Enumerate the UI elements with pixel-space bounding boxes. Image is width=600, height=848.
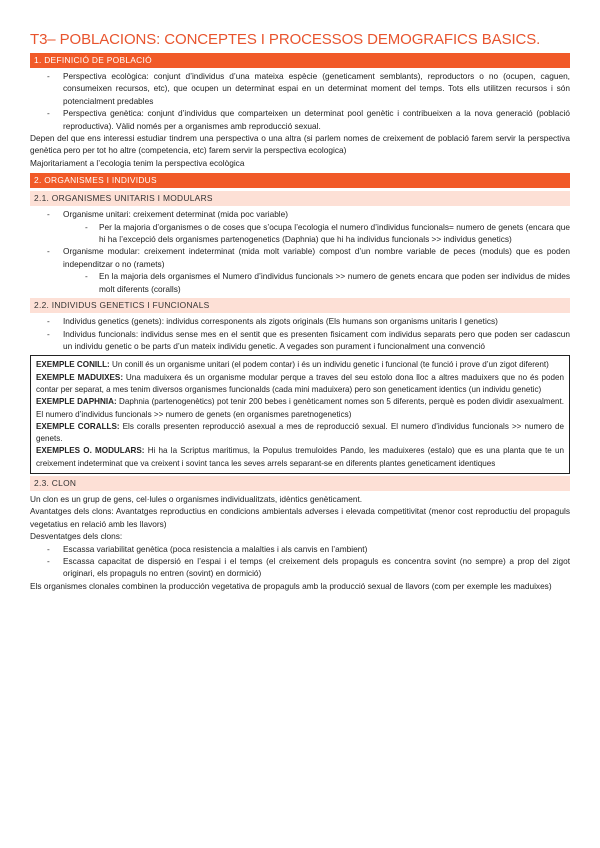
section-heading-definicio: 1. DEFINICIÓ DE POBLACIÓ bbox=[30, 53, 570, 68]
definition-list bbox=[30, 70, 570, 132]
list-item: - Perspectiva genètica: conjunt d’individus que comparteixen un determinat pool genètic i contribueixen a la nova generació (població reproductiva). Vàlid només per a organismes amb reproducció sexual. bbox=[30, 107, 570, 132]
list-subitem: - En la majoria dels organismes el Numero d’individus funcionals >> numero de genets encara que poden ser individus de mides molt diferents (coralls) bbox=[30, 270, 570, 295]
example-daphnia bbox=[36, 396, 564, 421]
unitaris-list bbox=[30, 208, 570, 295]
list-subitem: - Per la majoria d’organismes o de coses que s’ocupa l’ecologia el numero d’individus funcionals= numero de genets (encara que hi ha l’excepció dels organismes partenogenetics (Daphnia) que hi ha individus funcionals >> individus genetics) bbox=[30, 221, 570, 246]
example-label: EXEMPLES O. MODULARS: bbox=[36, 446, 145, 456]
example-modulars bbox=[36, 445, 564, 470]
example-text: Els coralls presenten reproducció asexual a mes de reproducció sexual. El numero d’individus funcionals >> numero de genets. bbox=[36, 421, 564, 444]
list-item: - Escassa capacitat de dispersió en l’espai i el temps (el creixement dels propaguls es concentra sovint (no sempre) a prop del zigot originari, els propaguls no entren (sovint) en dormició) bbox=[30, 555, 570, 580]
paragraph: Depen del que ens interessi estudiar tindrem una perspectiva o una altra (si parlem nomes de creixement de població farem servir la perspectiva genètica pero per tot ho altre (competencia, etc) farem servir la perspectiva ecologica) bbox=[30, 133, 570, 156]
list-item: - Escassa variabilitat genètica (poca resistencia a malalties i als canvis en l’ambient) bbox=[30, 543, 570, 555]
paragraph: Desventatges dels clons: bbox=[30, 531, 123, 542]
list-item: - Organisme modular: creixement indeterminat (mida molt variable) compost d’un nombre variable de peces (moduls) que es poden independitzar o no (ramets) bbox=[30, 245, 570, 270]
example-text: Un conill és un organisme unitari (el podem contar) i és un individu genetic i funcional (te funció i prove d’un zigot diferent) bbox=[109, 360, 549, 370]
example-text: Una maduixera és un organisme modular perque a traves del seu estolo dona lloc a altres maduixers que no és poden contar per separat, a mes tenim diversos organismes funcionalds (cada mini maduixera) pero son geneticament identics (un individu genetic) bbox=[36, 372, 564, 394]
example-text: Hi ha la Scriptus maritimus, la Populus tremuloides Pando, les maduixeres (estalo) que es una planta que te un creixement indeterminat que va creixent i sovint tanca les seves arrels separant-se en diferents plantes geneticament identiques bbox=[36, 446, 564, 468]
document-title: T3– POBLACIONS: CONCEPTES I PROCESSOS DEMOGRAFICS BASICS. bbox=[30, 31, 541, 48]
example-label: EXEMPLE CONILL: bbox=[36, 360, 110, 370]
list-item: - Perspectiva ecològica: conjunt d’individus d’una mateixa espècie (geneticament semblants), reproductors o no (ocupen, caguen, consumeixen recursos, etc), que ocupen un determinat espai en un determinat moment del temps. Tots ells utilitzen recursos i són potencialment predables bbox=[30, 70, 570, 107]
examples-box bbox=[30, 355, 570, 474]
example-text: Daphnia (partenogenètics) pot tenir 200 bebes i genèticament nomes son 5 diferents, perquè es poden dividir asexualment. El numero d’individus funcionals >> numero de genets (en organismes paretnogenetics) bbox=[36, 397, 564, 419]
paragraph: Un clon es un grup de gens, cel·lules o organismes individualitzats, idèntics genèticament. bbox=[30, 493, 363, 504]
paragraph: Avantatges dels clons: Avantatges reproductius en condicions ambientals adverses i elevada competitivitat (menor cost reproductiu del propaguls vegetatius en relació amb les llavors) bbox=[30, 506, 570, 529]
subsection-heading-unitaris: 2.1. ORGANISMES UNITARIS I MODULARS bbox=[30, 191, 570, 206]
example-label: EXEMPLE MADUIXES: bbox=[36, 372, 124, 382]
paragraph: Majoritariament a l’ecologia tenim la perspectiva ecològica bbox=[30, 157, 245, 168]
example-coralls bbox=[36, 421, 564, 446]
list-item: - Individus funcionals: individus sense mes en el sentit que es presenten fisicament com individus separats pero que poden ser cadascun un individu genetic o be parts d’un mateix individu genetic. A vegades son purament i funcionalment una convenció bbox=[30, 328, 570, 353]
subsection-heading-clon: 2.3. CLON bbox=[30, 476, 570, 491]
desventatges-list bbox=[30, 543, 570, 580]
example-label: EXEMPLE CORALLS: bbox=[36, 421, 120, 431]
example-maduixes bbox=[36, 372, 564, 397]
example-label: EXEMPLE DAPHNIA: bbox=[36, 397, 117, 407]
paragraph: Els organismes clonales combinen la producción vegetativa de propaguls amb la producció sexual de llavors (com per exemple les maduixes) bbox=[30, 580, 552, 591]
list-item: - Individus genetics (genets): individus corresponents als zigots originals (Els humans son organisms unitaris I genetics) bbox=[30, 315, 570, 327]
example-conill bbox=[36, 359, 564, 371]
list-item: - Organisme unitari: creixement determinat (mida poc variable) bbox=[30, 208, 570, 220]
section-heading-organismes: 2. ORGANISMES I INDIVIDUS bbox=[30, 173, 570, 188]
individus-list bbox=[30, 315, 570, 352]
subsection-heading-individus: 2.2. INDIVIDUS GENETICS I FUNCIONALS bbox=[30, 298, 570, 313]
